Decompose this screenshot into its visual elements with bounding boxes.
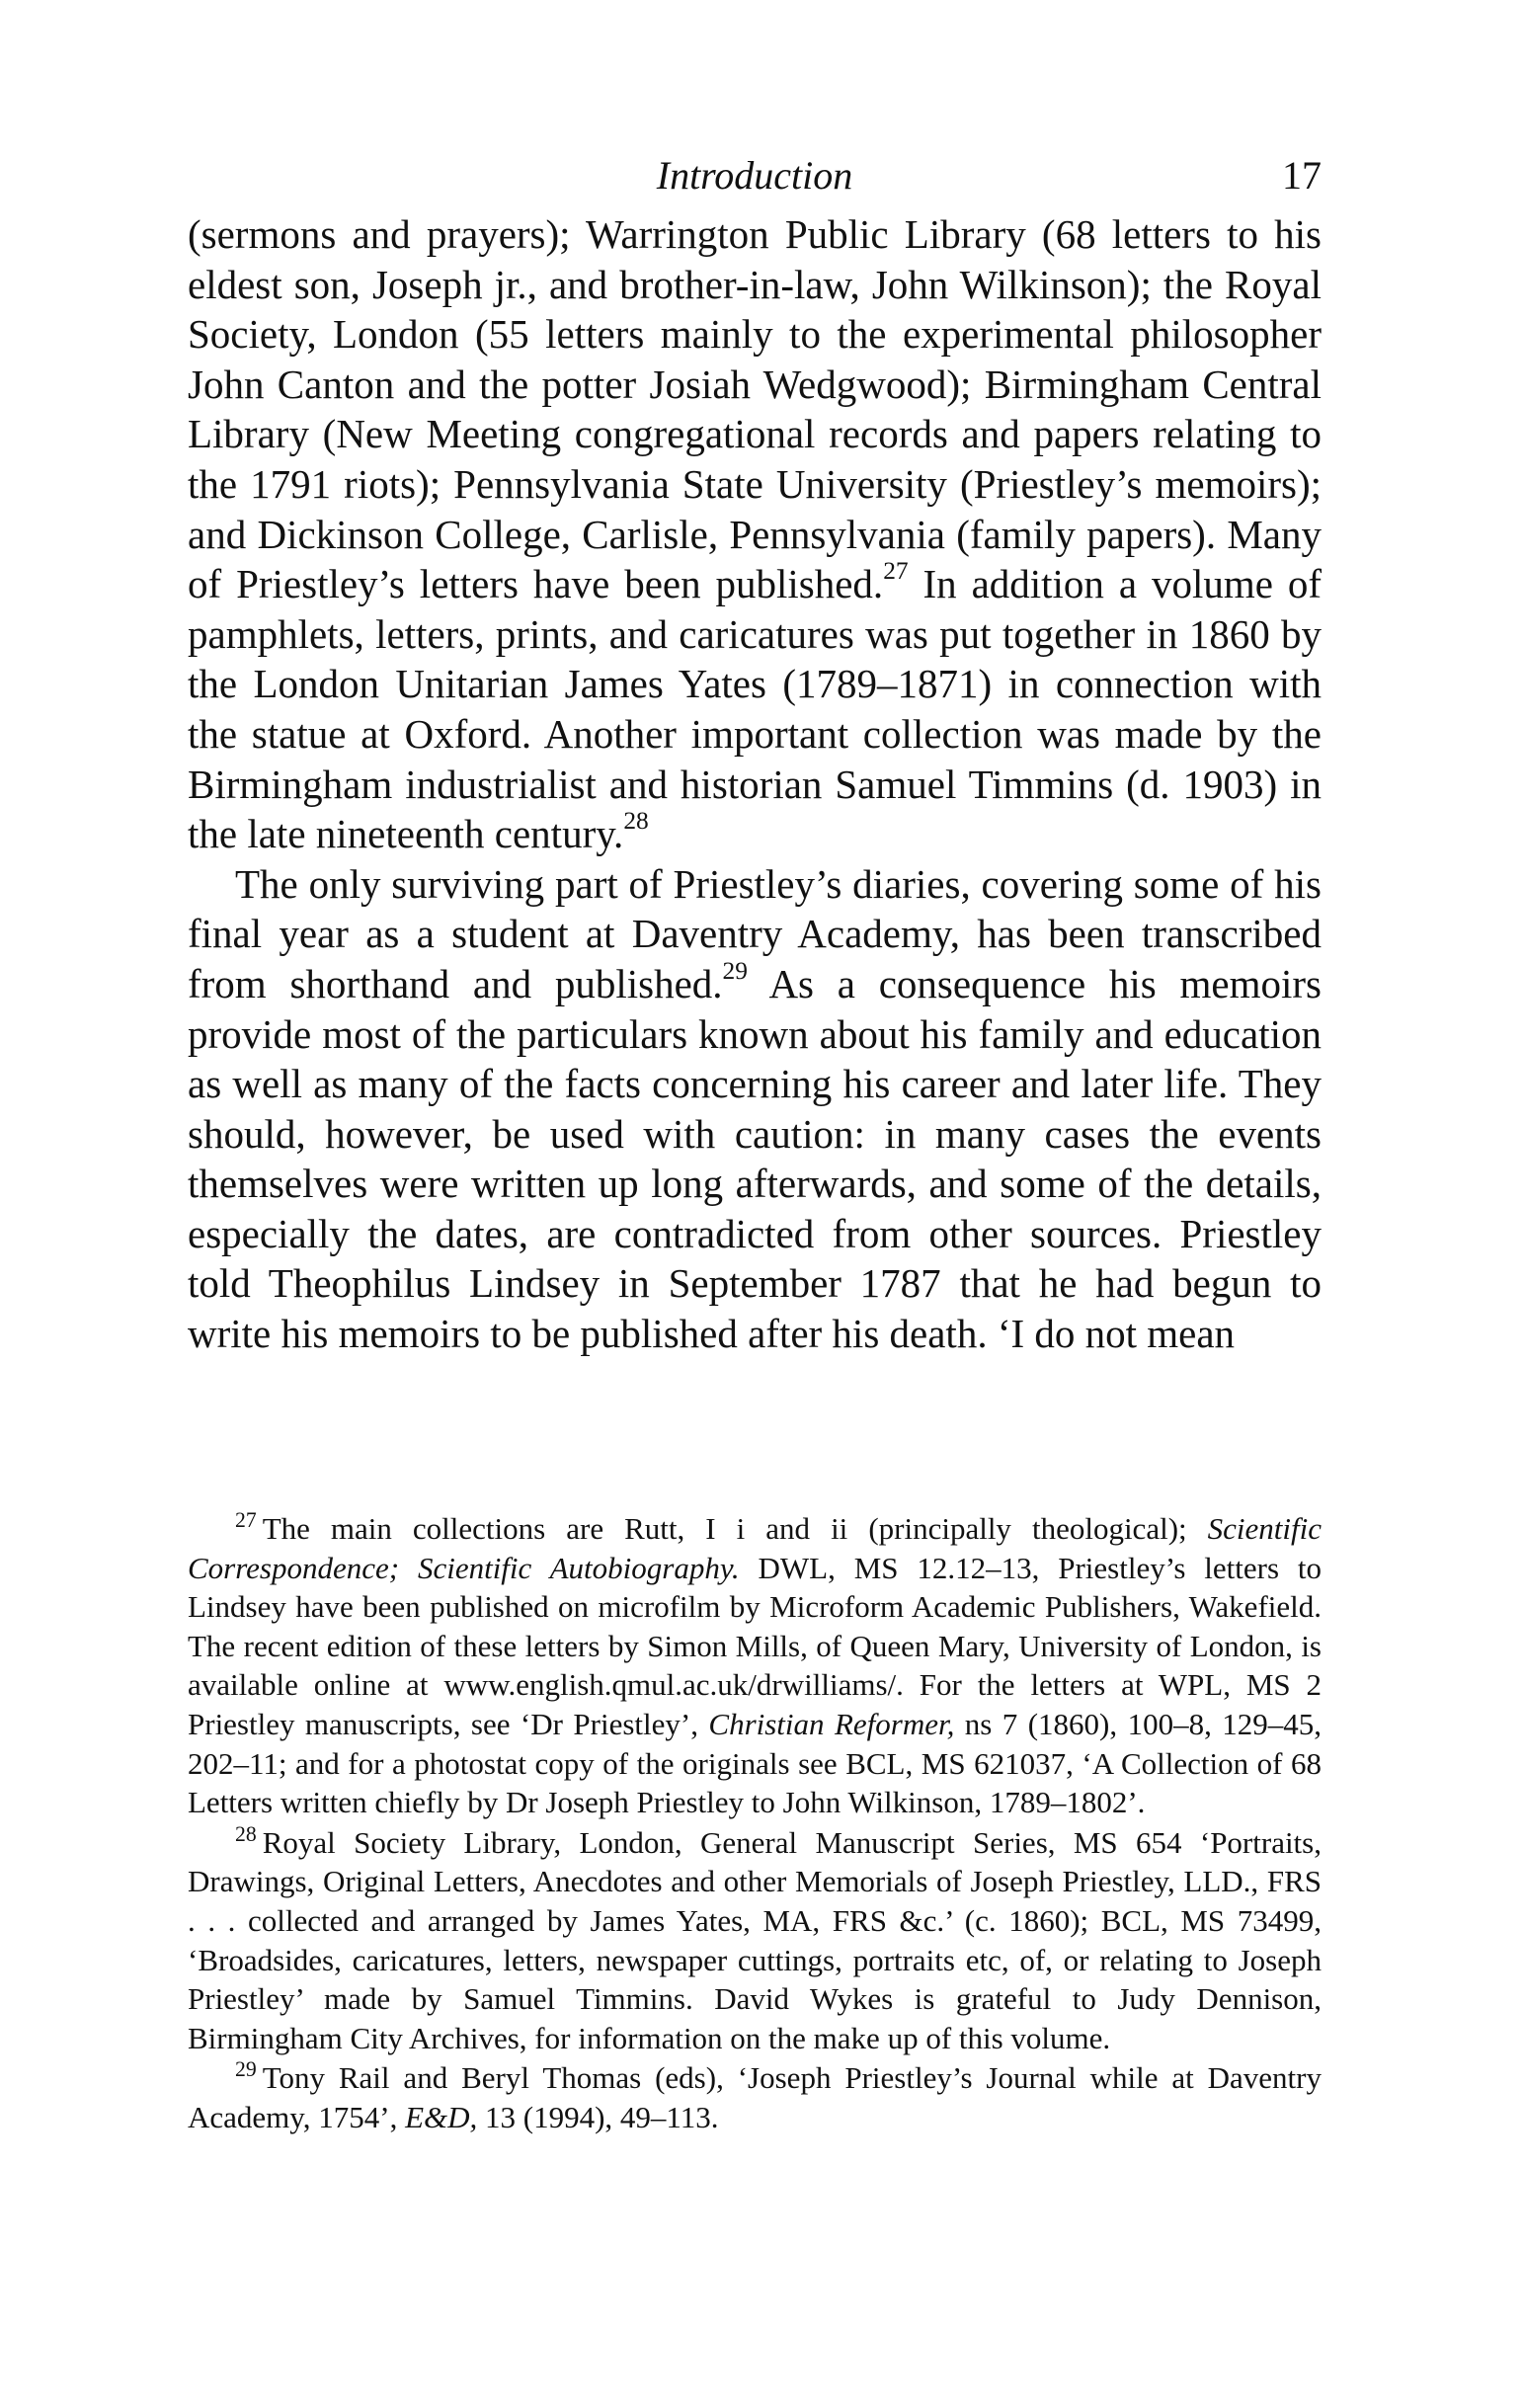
footnote-27-text-b: DWL, MS 12.12–13, Priestley’s letters to Lindsey have been published on microfilm by Microform Academic Publishers, Wakefield. The recent edition of these letters by Simon Mills, of Queen Mary, University of London, is available online at www.english.qmul.ac.uk/drwilliams/. For the letters at WPL, MS 2 Priestley manuscripts, see ‘Dr Priestley’, bbox=[188, 1550, 1322, 1741]
footnotes bbox=[188, 1509, 1322, 2138]
footnote-ref-28: 28 bbox=[623, 807, 649, 836]
main-text bbox=[188, 209, 1322, 1359]
footnote-29-text-a: Tony Rail and Beryl Thomas (eds), ‘Joseph Priestley’s Journal while at Daventry Academy, 1754’, bbox=[188, 2060, 1322, 2134]
paragraph-1 bbox=[188, 209, 1322, 859]
footnote-28-text: Royal Society Library, London, General Manuscript Series, MS 654 ‘Portraits, Drawings, Original Letters, Anecdotes and other Memorials of Joseph Priestley, LLD., FRS . . . collected and arranged by James Yates, MA, FRS &c.’ (c. 1860); BCL, MS 73499, ‘Broadsides, caricatures, letters, newspaper cuttings, portraits etc, of, or relating to Joseph Priestley’ made by Samuel Timmins. David Wykes is grateful to Judy Dennison, Birmingham City Archives, for information on the make up of this volume. bbox=[188, 1824, 1322, 2055]
footnote-ref-29: 29 bbox=[722, 956, 748, 985]
running-title: Introduction bbox=[656, 153, 853, 198]
footnote-29-italic: E&D, bbox=[405, 2099, 478, 2134]
footnote-28 bbox=[188, 1823, 1322, 2058]
footnote-27 bbox=[188, 1509, 1322, 1822]
paragraph-2 bbox=[188, 859, 1322, 1359]
paragraph-2-text-a: The only surviving part of Priestley’s diaries, covering some of his final year as a student at Daventry Academy, has been transcribed from shorthand and published. bbox=[188, 860, 1322, 1006]
page-number: 17 bbox=[1282, 153, 1322, 198]
footnote-27-italic-b: Christian Reformer, bbox=[708, 1706, 955, 1741]
running-head bbox=[188, 146, 1322, 205]
footnote-27-text-c: ns 7 (1860), 100–8, 129–45, 202–11; and for a photostat copy of the originals see BCL, MS 621037, ‘A Collection of 68 Letters written chiefly by Dr Joseph Priestley to John Wilkinson, 1789–1802’. bbox=[188, 1706, 1323, 1820]
footnote-29-text-b: 13 (1994), 49–113. bbox=[477, 2099, 719, 2134]
footnote-27-text-a: The main collections are Rutt, I i and ii (principally theological); bbox=[262, 1511, 1208, 1546]
footnote-29-number: 29 bbox=[235, 2057, 257, 2082]
footnote-27-number: 27 bbox=[235, 1508, 257, 1533]
footnote-29 bbox=[188, 2058, 1322, 2136]
paragraph-1-text-a: (sermons and prayers); Warrington Public Library (68 letters to his eldest son, Joseph jr., and brother-in-law, John Wilkinson); the Royal Society, London (55 letters mainly to the experimental philosopher John Canton and the potter Josiah Wedgwood); Birmingham Central Library (New Meeting congregational records and papers relating to the 1791 riots); Pennsylvania State University (Priestley’s memoirs); and Dickinson College, Carlisle, Pennsylvania (family papers). Many of Priestley’s letters have been published. bbox=[188, 211, 1322, 607]
footnote-ref-27: 27 bbox=[883, 557, 909, 586]
footnote-27-italic-a: Scientific Correspondence; Scientific Autobiography. bbox=[188, 1511, 1322, 1585]
paragraph-1-text-b: In addition a volume of pamphlets, letters, prints, and caricatures was put together in 1860 by the London Unitarian James Yates (1789–1871) in connection with the statue at Oxford. Another important collection was made by the Birmingham industrialist and historian Samuel Timmins (d. 1903) in the late nineteenth century. bbox=[188, 561, 1322, 857]
footnote-28-number: 28 bbox=[235, 1821, 257, 1846]
paragraph-2-text-b: As a consequence his memoirs provide most of the particulars known about his family and education as well as many of the facts concerning his career and later life. They should, however, be used with caution: in many cases the events themselves were written up long afterwards, and some of the details, especially the dates, are contradicted from other sources. Priestley told Theophilus Lindsey in September 1787 that he had begun to write his memoirs to be published after his death. ‘I do not mean bbox=[188, 960, 1322, 1357]
